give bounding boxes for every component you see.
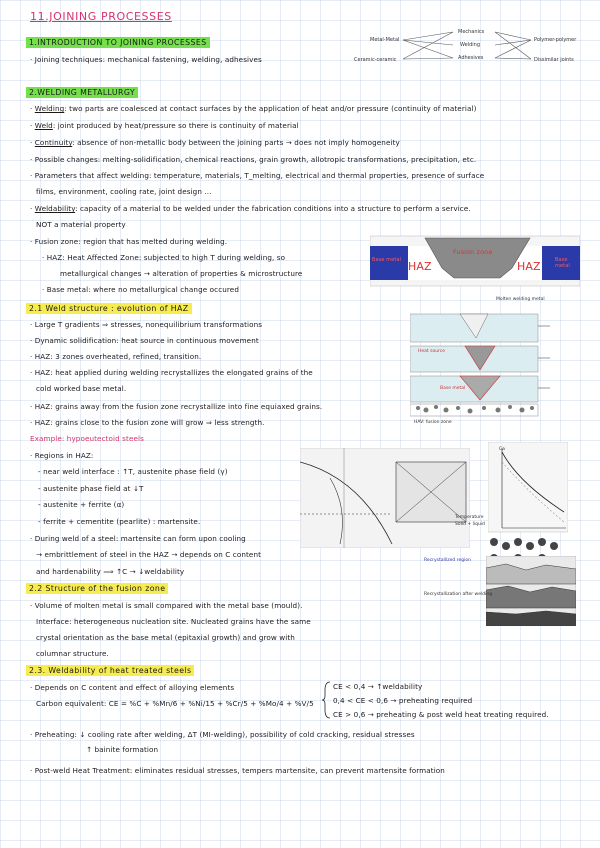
metal-metal-label: Metal-Metal [370, 37, 400, 43]
heat-source-label: Heat source [418, 349, 446, 354]
region-3: - austenite + ferrite (α) [38, 500, 125, 509]
s21-bullet-1: · Large T gradients ⇒ stresses, nonequilibrium transformations [30, 320, 263, 329]
weld-term: Weld [34, 121, 53, 130]
molten-metal-label: Molten welding metal [496, 297, 545, 302]
possible-changes: · Possible changes: melting-solidification, chemical reactions, grain growth, allotropic transformations, precipitation, etc. [30, 155, 477, 164]
base-metal-text: · Base metal: where no metallurgical change occured [42, 285, 239, 294]
s21-during-2: → embrittlement of steel in the HAZ → depends on C content [36, 550, 262, 559]
carbon-equivalent [36, 699, 314, 708]
s22-line-3: crystal orientation as the base metal (epitaxial growth) and grow with [36, 633, 295, 642]
recrystallized-label-1: Recrystallized region [424, 558, 471, 563]
example-label: Example: hypoeutectoid steels [30, 434, 144, 443]
fusion-zone-label: Fusion zone [453, 248, 493, 256]
weld-definition: · Weld: joint produced by heat/pressure so there is continuity of material [30, 121, 299, 130]
parameters-line-2: films, environment, cooling rate, joint design ... [36, 187, 212, 196]
haz-text-2: metallurgical changes → alteration of properties & microstructure [60, 269, 303, 278]
haz-left-label: HAZ [408, 260, 432, 273]
base-metal-small-label: Base metal [440, 386, 466, 391]
s21-bullet-2: · Dynamic solidification: heat source in continuous movement [30, 336, 259, 345]
ce-case-1: CE < 0,4 → ↑weldability [333, 682, 423, 691]
preheating-2: ↑ bainite formation [86, 745, 159, 754]
polymer-polymer-label: Polymer-polymer [534, 37, 577, 43]
weldability-definition: · Weldability: capacity of a material to be welded under the fabrication conditions into a structure to perform a service. [30, 204, 471, 213]
s21-bullet-4b: cold worked base metal. [36, 384, 127, 393]
joining-techniques-text: · Joining techniques: mechanical fastening, welding, adhesives [30, 55, 262, 64]
ca-label: Ca [499, 447, 505, 452]
solid-liquid-label: Solid + liquid [455, 522, 485, 527]
region-1: - near weld interface : ↑T, austenite phase field (γ) [38, 467, 228, 476]
welding-definition: · Welding: two parts are coalesced at contact surfaces by the application of heat and/or pressure (continuity of material) [30, 104, 477, 113]
base-metal-left-label: Base metal [372, 257, 402, 263]
s21-during-1: · During weld of a steel: martensite can form upon cooling [30, 534, 246, 543]
ce-label: Carbon equivalent: [36, 699, 107, 708]
ce-brace [322, 680, 332, 720]
welding-def: : two parts are coalesced at contact surfaces by the application of heat and/or pressure (continuity of material) [64, 104, 477, 113]
parameters-line-1: · Parameters that affect welding: temperature, materials, T_melting, electrical and thermal properties, presence of surface [30, 171, 485, 180]
page-title: 11.JOINING PROCESSES [30, 10, 172, 23]
region-2: - austenite phase field at ↓T [38, 484, 144, 493]
base-metal-right-label: Base metal [555, 257, 570, 269]
region-4: - ferrite + cementite (pearlite) : martensite. [38, 517, 201, 526]
s21-bullet-3: · HAZ: 3 zones overheated, refined, transition. [30, 352, 202, 361]
weldability-def: : capacity of a material to be welded under the fabrication conditions into a structure to perform a service. [75, 204, 471, 213]
s21-bullet-5: · HAZ: grains away from the fusion zone recrystallize into fine equiaxed grains. [30, 402, 323, 411]
temperature-label: Temperature [455, 515, 484, 520]
s21-bullet-4: · HAZ: heat applied during welding recrystallizes the elongated grains of the [30, 368, 313, 377]
haz-right-label: HAZ [517, 260, 541, 273]
ce-formula: CE = %C + %Mn/6 + %Ni/15 + %Cr/5 + %Mo/4 + %V/5 [108, 699, 314, 708]
s21-bullet-6: · HAZ: grains close to the fusion zone will grow ⇒ less strength. [30, 418, 265, 427]
continuity-term: Continuity [34, 138, 73, 147]
s22-line-2: Interface: heterogeneous nucleation site. Nucleated grains have the same [36, 617, 311, 626]
section-2-heading: 2.WELDING METALLURGY [26, 87, 138, 98]
mechanics-label: Mechanics [458, 29, 485, 35]
weldability-term: Weldability [34, 204, 76, 213]
ce-case-3: CE > 0,6 → preheating & post weld heat treating required. [333, 710, 549, 719]
s21-during-3: and hardenability ⟹ ↑C → ↓weldability [36, 567, 185, 576]
preheating-1: · Preheating: ↓ cooling rate after welding, ΔT (MI-welding), possibility of cold cracking, residual stresses [30, 730, 415, 739]
welding-term: Welding [34, 104, 65, 113]
section-2-2-heading: 2.2 Structure of the fusion zone [26, 583, 168, 594]
regions-label: · Regions in HAZ: [30, 451, 94, 460]
adhesives-label: Adhesives [458, 55, 484, 61]
dissimilar-joints-label: Dissimilar joints [534, 57, 574, 63]
s22-line-4: columnar structure. [36, 649, 109, 658]
continuity-def: : absence of non-metallic body between the joining parts → does not imply homogeneity [72, 138, 400, 147]
microstructure-figure [486, 556, 576, 626]
welding-label: Welding [460, 42, 481, 48]
continuity-definition: · Continuity: absence of non-metallic body between the joining parts → does not imply homogeneity [30, 138, 400, 147]
fusion-zone-text: · Fusion zone: region that has melted during welding. [30, 237, 228, 246]
ce-case-2: 0,4 < CE < 0,6 → preheating required [333, 696, 473, 705]
post-weld-treatment: · Post-weld Heat Treatment: eliminates residual stresses, tempers martensite, can prevent martensite formation [30, 766, 445, 775]
hav-label: HAV: fusion zone [414, 420, 452, 425]
s23-bullet-1: · Depends on C content and effect of alloying elements [30, 683, 235, 692]
ceramic-ceramic-label: Ceramic-ceramic [354, 57, 397, 63]
section-2-1-heading: 2.1 Weld structure : evolution of HAZ [26, 303, 192, 314]
recrystallized-label-2: Recrystallization after welding [424, 592, 493, 597]
weldability-note: NOT a material property [36, 220, 126, 229]
weld-def: : joint produced by heat/pressure so there is continuity of material [52, 121, 299, 130]
s22-line-1: · Volume of molten metal is small compared with the metal base (mould). [30, 601, 303, 610]
phase-diagram-figure [300, 448, 470, 548]
section-1-heading: 1.INTRODUCTION TO JOINING PROCESSES [26, 37, 210, 48]
haz-evolution-figure [410, 296, 560, 436]
section-2-3-heading: 2.3. Weldability of heat treated steels [26, 665, 194, 676]
haz-text-1: · HAZ: Heat Affected Zone: subjected to high T during welding, so [42, 253, 286, 262]
